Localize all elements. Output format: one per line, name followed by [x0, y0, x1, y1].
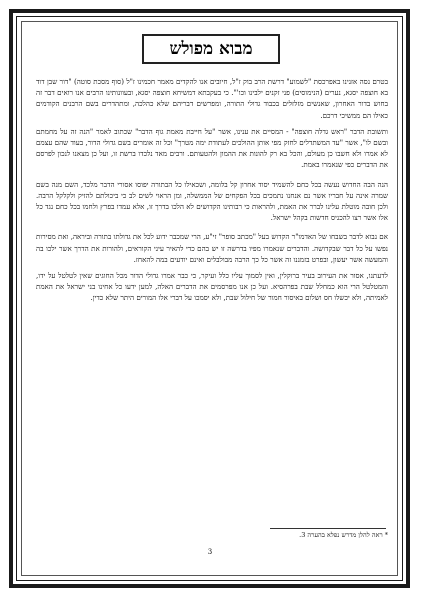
page-number: 3 — [207, 548, 213, 556]
paragraph: ותשובת הדבר "ראש גדלה חוצפה" - המסיים את ענינו, אשר "על חייבת מאמת גוף הדבר" שכתוב לאמר "הנה זה על מחמתם ובשם לו", אשר "עד המשתדלים לחזק מפי אותן ההולכים לעתודת ימה מטרך" וכל זה אומרים בשם גדולי הדור, בעוד שהם עצמם לא אמרו ולא חשבו כן מעולם, והכל בא רק להונות את ההמון ולהטעותם. ורבים מאד נלכדו ברשת זו, ועל כן מצאנו לנכון לפרסם את הדברים כפי שנאמרו באמת. — [36, 126, 388, 170]
footnote: * ראה להלן מדרש נפלא בהערה 3. — [299, 531, 388, 539]
paragraph: הנה הבה החדוש נעשה בכל כחם להשמיד יסוד אחרון קל בלומה, ושכאילו כל הבתורה יפוסו אסורי הדבר מלכד, השם מנה בשם שמרה אינה על חבריו אשר נם אנחנו נתמכים בכל הפקחים של הממשלה, ומן הראוי לשים לב כי ביכולתם להזיק ולקלקל הרבה. ולכן חובה מוטלת עלינו לברר את האמת, ולהראות כי רבותינו הקדושים לא הלכו בדרך זו, אלא עמדו בפרץ ולחמו בכל כחם נגד כל אלו אשר רצו להכניס חדשות בקהל ישראל. — [36, 179, 388, 223]
paragraph: אם נבוא לדבר בשבחו של האדמו"ר הקדוש בעל "מכתב סופר" זי"ע, הרי שמכבר ידוע לכל את גדולתו בתורה וביראה, ואת מסירות נפשו על כל דבר שבקדושה. והדברים שנאמרו מפיו בדרשה זו יש בהם כדי להאיר עיני הקוראים, ולהורות את הדרך אשר ילכו בה והמעשה אשר יעשון, ובפרט בזמננו זה אשר כל כך הרבה מבולבלים ואינם יודעים במה להאחז. — [36, 232, 388, 264]
body-text — [36, 76, 388, 486]
paragraph: בטרם נסה אזנינו באפרכסת "לשמוע" דרשת הרב בוק ז"ל, חיובים אנו להקדים מאמר חכמינו ז"ל (סוף מסכת סוטה) "דור שבן דוד בא חוצפה יסגא, נערים (הנימוסים) פני זקנים ילבינו וכו'". כי בעקבתא דמשיחא חוצפה יסגא, ובעוונותינו הרבים אנו רואים דבר זה בחוש בדור האחרון, שאנשים מזלזלים בכבוד גדולי התורה, ומפרשים דבריהם שלא כהלכה, ומתהדרים בשם הרבנים הקודמים כאילו הם ממשיכי דרכם. — [36, 77, 388, 120]
page-title: מבוא מפולש — [142, 34, 280, 64]
paragraph: לדעתנו, אסור את העירוב בעיר ברוקלין, ואין לסמוך עליו כלל ועיקר, כי כבר אמרו גדולי הדור מכל החוגים שאין לטלטל על ידו, והמטלטל הרי הוא כמחלל שבת בפרהסיא. ועל כן אנו מפרסמים את הדברים האלה, למען ידעו כל אחינו בני ישראל את האמת לאמיתה, ולא יכשלו חס ושלום באיסור חמור של חילול שבת, ולא יסמכו על דברי אלו המורים היתר שלא כדין. — [36, 271, 388, 303]
footnote-separator — [270, 528, 386, 529]
